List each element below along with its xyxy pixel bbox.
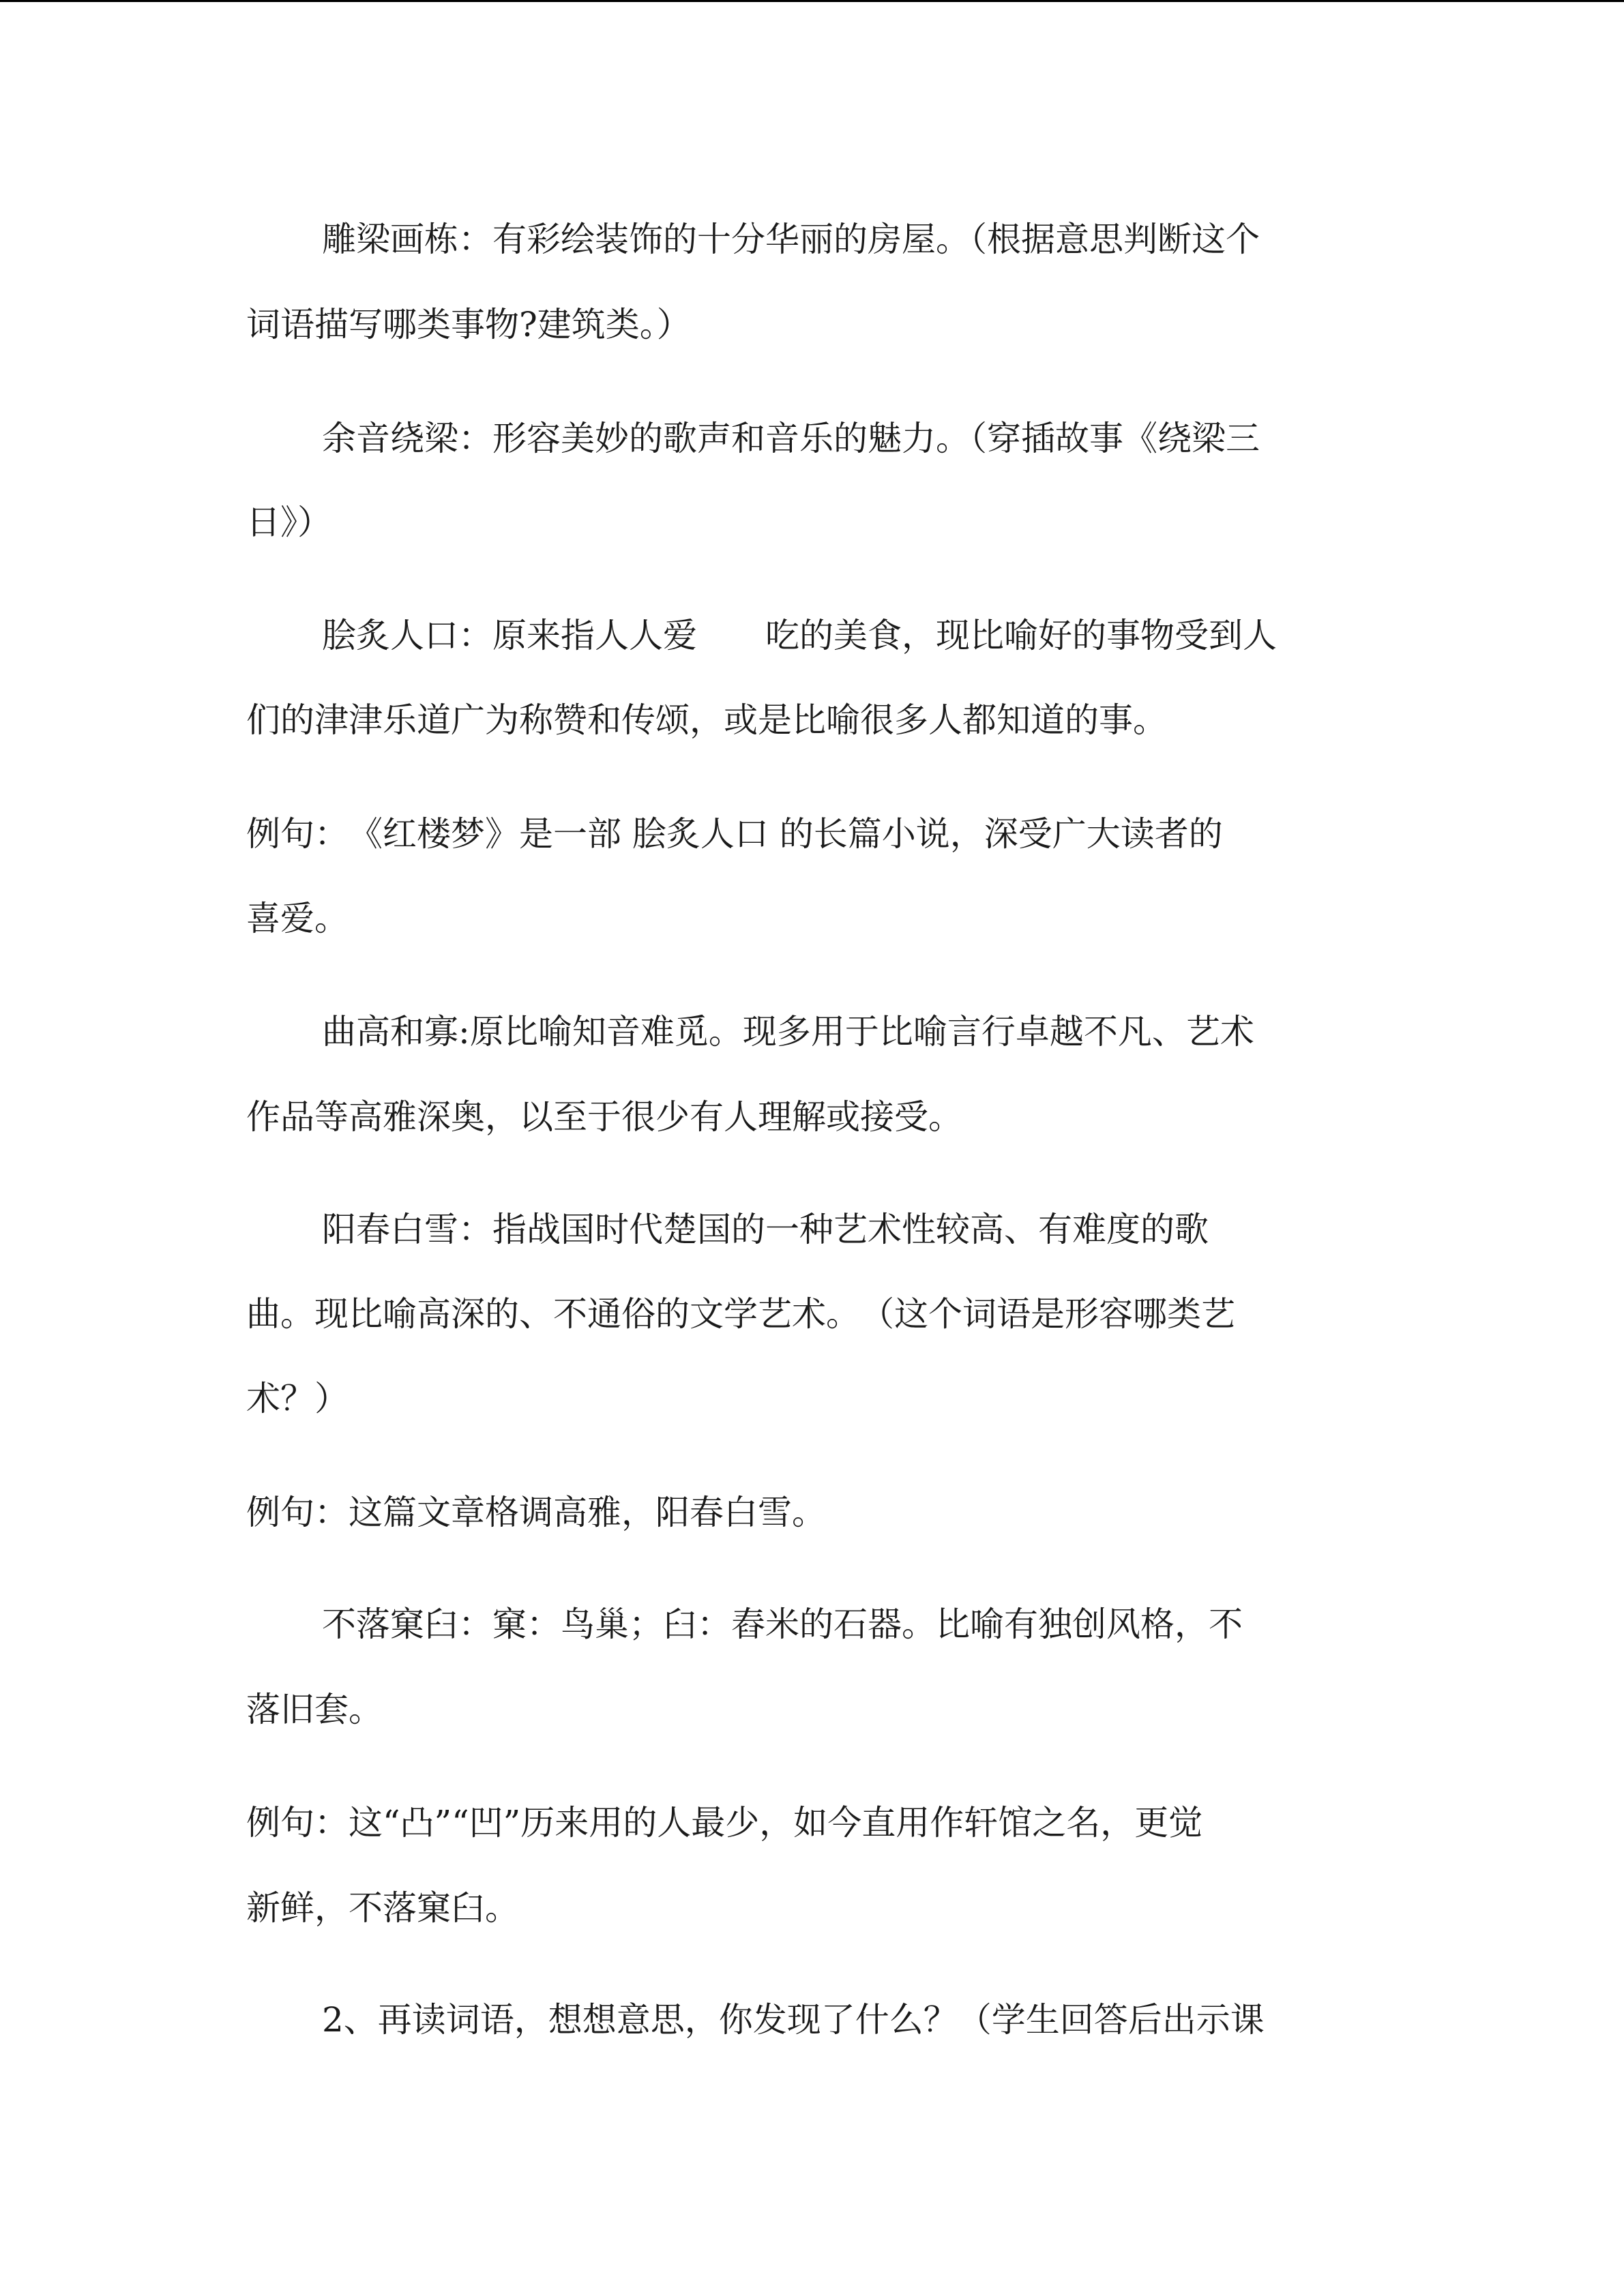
paragraph-yangchun-line-3: 术？） [246,1379,349,1418]
example-buluo-line-1: 例句：这“凸”“凹”历来用的人最少，如今直用作轩馆之名，更觉 [246,1803,1203,1843]
example-kuaizhi-line-2: 喜爱。 [246,899,349,938]
paragraph-qugao-line-2: 作品等高雅深奥，以至于很少有人理解或接受。 [246,1097,962,1137]
paragraph-kuaizhi-line-2: 们的津津乐道广为称赞和传颂，或是比喻很多人都知道的事。 [246,700,1167,740]
paragraph-buluo-line-1: 不落窠臼：窠：鸟巢；臼：舂米的石器。比喻有独创风格，不 [322,1605,1243,1644]
top-border-line [0,0,1624,2]
paragraph-kuaizhi-line-1: 脍炙人口：原来指人人爱 吃的美食，现比喻好的事物受到人 [322,616,1277,655]
paragraph-buluo-line-2: 落旧套。 [246,1690,383,1729]
paragraph-yuyin-line-1: 余音绕梁：形容美妙的歌声和音乐的魅力。（穿插故事《绕梁三 [322,419,1260,458]
paragraph-diaoliang-line-2: 词语描写哪类事物?建筑类。） [246,305,691,344]
paragraph-yangchun-line-2: 曲。现比喻高深的、不通俗的文学艺术。 （这个词语是形容哪类艺 [246,1294,1235,1334]
paragraph-diaoliang-line-1: 雕梁画栋：有彩绘装饰的十分华丽的房屋。（根据意思判断这个 [322,220,1260,259]
paragraph-yangchun-line-1: 阳春白雪：指战国时代楚国的一种艺术性较高、有难度的歌 [322,1210,1209,1249]
paragraph-yuyin-line-2: 日》） [246,503,331,542]
example-buluo-line-2: 新鲜，不落窠臼。 [246,1888,519,1928]
example-yangchun-line-1: 例句：这篇文章格调高雅，阳春白雪。 [246,1493,826,1532]
paragraph-step-2-line-1: 2、再读词语，想想意思，你发现了什么？（学生回答后出示课 [322,2000,1265,2040]
paragraph-qugao-line-1: 曲高和寡:原比喻知音难觅。现多用于比喻言行卓越不凡、艺术 [322,1012,1254,1052]
example-kuaizhi-line-1: 例句： 《红楼梦》是一部 脍炙人口 的长篇小说，深受广大读者的 [246,814,1223,854]
